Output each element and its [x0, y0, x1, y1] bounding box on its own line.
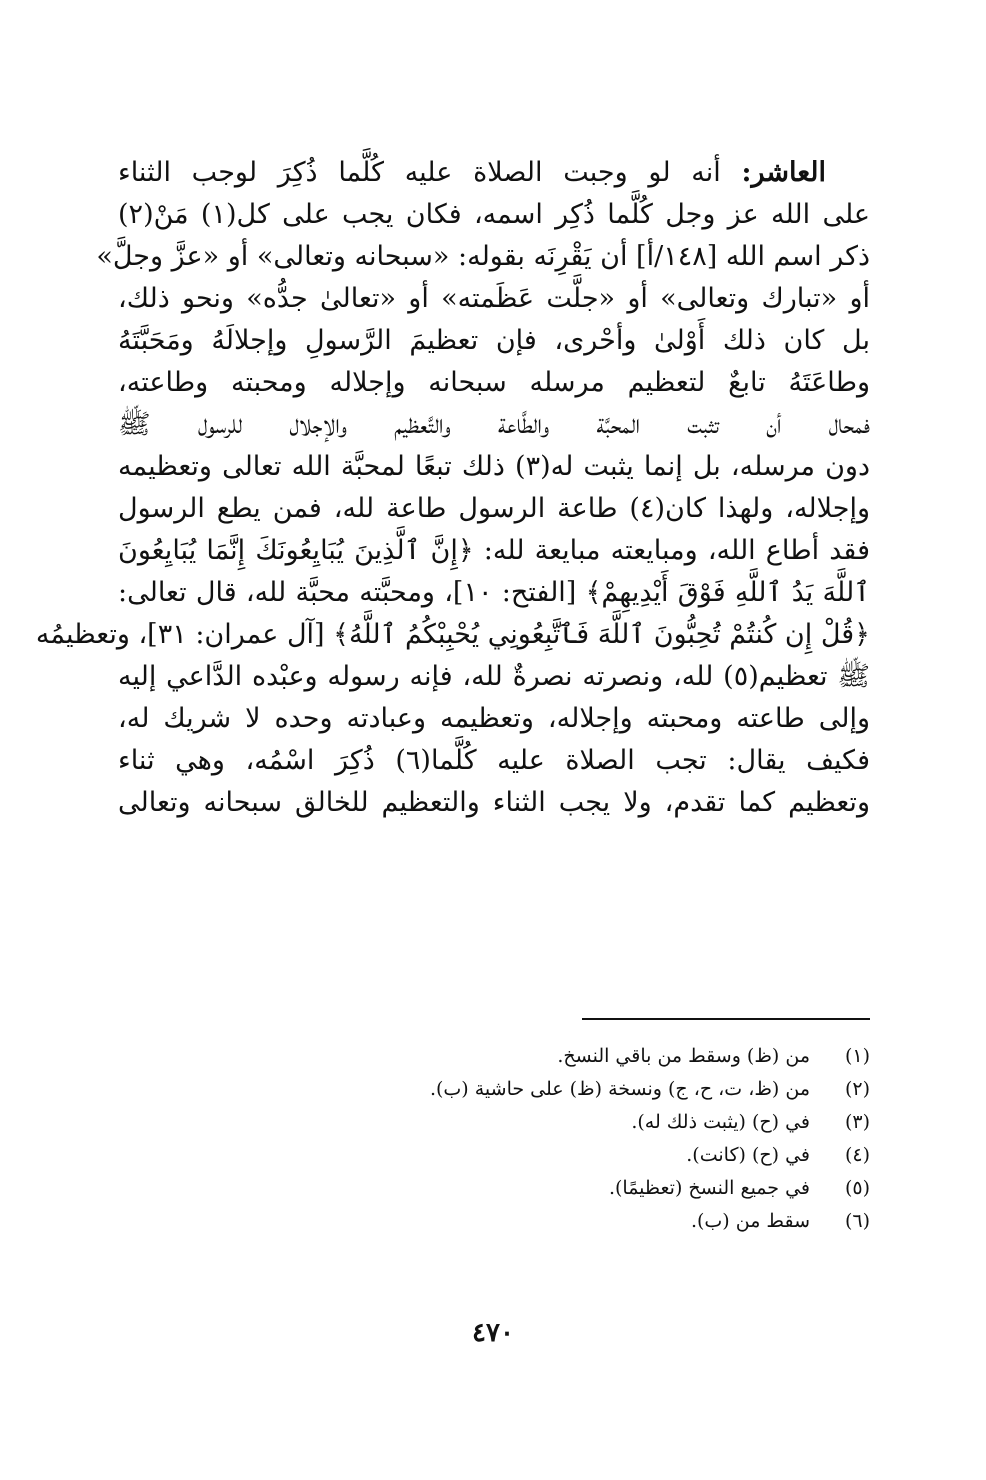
- footnote-number: (٣): [844, 1111, 870, 1133]
- footnote-2: [118, 1073, 870, 1106]
- text-line-13: ﷺ تعظيم(٥) لله، ونصرته نصرةٌ لله، فإنه رسوله وعبْده الدَّاعي إليه: [118, 661, 870, 692]
- text-line-14: وإلى طاعته ومحبته وإجلاله، وتعظيمه وعبادته وحده لا شريك له،: [118, 703, 870, 734]
- footnote-text: في جميع النسخ (تعظيمًا).: [608, 1177, 810, 1199]
- footnotes: [118, 1040, 870, 1238]
- text-line-12: ﴿قُلْ إِن كُنتُمْ تُحِبُّونَ ٱللَّهَ فَٱتَّبِعُونِي يُحْبِبْكُمُ ٱللَّهُ﴾ [آل عمران: ٣١]، وتعظيمُه: [35, 619, 870, 650]
- footnote-text: في (ح) (كانت).: [686, 1144, 810, 1166]
- footnote-number: (١): [844, 1045, 870, 1067]
- footnote-divider: [582, 1018, 870, 1020]
- footnote-number: (٦): [844, 1210, 870, 1232]
- footnote-number: (٤): [844, 1144, 870, 1166]
- footnote-text: من (ظ، ت، ح، ج) ونسخة (ظ) على حاشية (ب).: [429, 1078, 810, 1100]
- page-number: ٤٧٠: [472, 1318, 514, 1348]
- text-line-2: على الله عز وجل كُلَّما ذُكِر اسمه، فكان يجب على كل(١) مَنْ(٢): [118, 199, 871, 230]
- text-line-11: ٱللَّهَ يَدُ ٱللَّهِ فَوْقَ أَيْدِيهِمْ﴾ [الفتح: ١٠]، ومحبَّته محبَّة لله، قال تعالى:: [118, 577, 870, 608]
- text-line-16: وتعظيم كما تقدم، ولا يجب الثناء والتعظيم للخالق سبحانه وتعالى: [118, 787, 870, 818]
- footnote-number: (٥): [844, 1177, 870, 1199]
- text-line-9: وإجلاله، ولهذا كان(٤) طاعة الرسول طاعة لله، فمن يطع الرسول: [118, 493, 870, 524]
- text-line-4: أو «تبارك وتعالى» أو «جلَّت عَظَمته» أو «تعالىٰ جدُّه» ونحو ذلك،: [118, 283, 870, 314]
- footnote-5: [118, 1172, 870, 1205]
- text-line-10: فقد أطاع الله، ومبايعته مبايعة لله: ﴿إِنَّ ٱلَّذِينَ يُبَايِعُونَكَ إِنَّمَا يُبَايِعُونَ: [118, 535, 870, 566]
- text-line-7: فمحال أن تثبت المحبَّة والطَّاعة والتَّعظيم والإجلال للرسول ﷺ: [118, 409, 870, 440]
- footnote-1: [118, 1040, 870, 1073]
- text-line-8: دون مرسله، بل إنما يثبت له(٣) ذلك تبعًا لمحبَّة الله تعالى وتعظيمه: [118, 451, 870, 482]
- footnote-text: سقط من (ب).: [690, 1210, 810, 1232]
- footnote-text: في (ح) (يثبت ذلك له).: [631, 1111, 810, 1133]
- footnote-3: [118, 1106, 870, 1139]
- text-line-3: ذكر اسم الله [١٤٨/أ] أن يَقْرِنَه بقوله: «سبحانه وتعالى» أو «عزَّ وجلَّ»: [96, 241, 870, 272]
- footnote-6: [118, 1205, 870, 1238]
- footnote-number: (٢): [844, 1078, 870, 1100]
- footnote-text: من (ظ) وسقط من باقي النسخ.: [557, 1045, 810, 1067]
- footnote-4: [118, 1139, 870, 1172]
- text-line-1: العاشر: أنه لو وجبت الصلاة عليه كُلَّما ذُكِرَ لوجب الثناء: [118, 157, 826, 188]
- section-lead: العاشر:: [741, 157, 826, 188]
- main-text: [35, 152, 871, 824]
- text-line-6: وطاعَتَهُ تابعٌ لتعظيم مرسله سبحانه وإجلاله ومحبته وطاعته،: [118, 367, 870, 398]
- text-line-15: فكيف يقال: تجب الصلاة عليه كُلَّما(٦) ذُكِرَ اسْمُه، وهي ثناء: [118, 745, 870, 776]
- text-line-5: بل كان ذلك أَوْلىٰ وأحْرى، فإن تعظيمَ الرَّسولِ وإجلالَهُ ومَحَبَّتَهُ: [118, 325, 870, 356]
